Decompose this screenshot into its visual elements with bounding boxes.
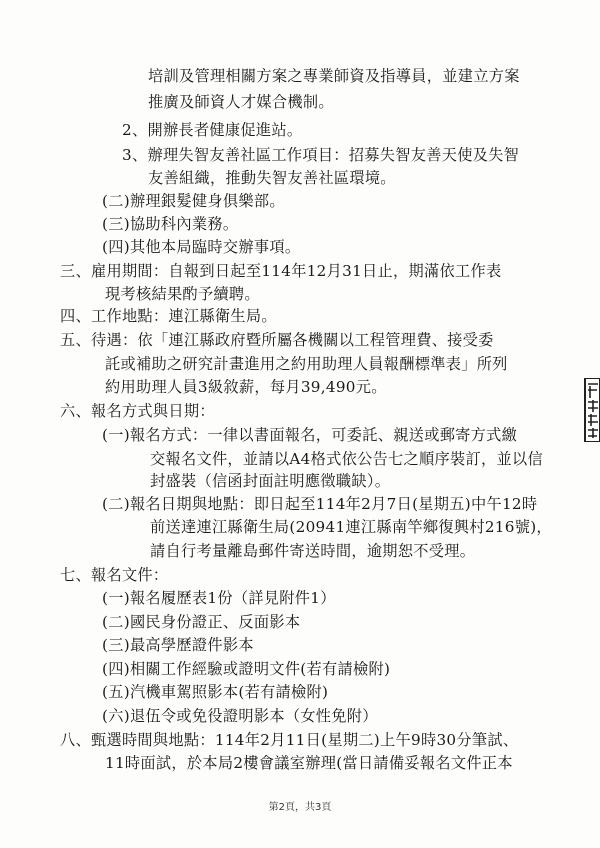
text-line: (二)辦理銀髮健身俱樂部。 (102, 192, 285, 210)
section-heading: 七、報名文件： (60, 566, 169, 584)
text-line: (三)最高學歷證件影本 (102, 636, 254, 654)
seal-stamp-fragment (583, 378, 600, 442)
text-line: 11時面試，於本局2樓會議室辦理(當日請備妥報名文件正本 (105, 754, 513, 772)
text-line: 前送達連江縣衛生局(20941連江縣南竿鄉復興村216號)， (150, 518, 552, 536)
text-line: 交報名文件，並請以A4格式依公告七之順序裝訂，並以信 (150, 450, 543, 468)
text-line: 封盛裝（信函封面註明應徵職缺）。 (150, 472, 391, 490)
text-line: (四)其他本局臨時交辦事項。 (102, 238, 301, 256)
text-line: 培訓及管理相關方案之專業師資及指導員，並建立方案 (148, 67, 520, 85)
section-heading: 六、報名方式與日期： (60, 402, 215, 420)
text-line: 託或補助之研究計畫進用之約用助理人員報酬標準表」所列 (105, 355, 508, 373)
text-line: 約用助理人員3級敘薪，每月39,490元。 (105, 378, 387, 396)
text-line: (四)相關工作經驗或證明文件(若有請檢附) (102, 660, 391, 678)
page-footer: 第2頁，共3頁 (268, 802, 332, 813)
text-line: (一)報名方式：一律以書面報名，可委託、親送或郵寄方式繳 (102, 426, 518, 444)
text-line: 請自行考量離島郵件寄送時間，逾期恕不受理。 (150, 542, 476, 560)
text-line: 2、開辦長者健康促進站。 (122, 121, 303, 139)
text-line: (三)協助科內業務。 (102, 215, 239, 233)
text-line: (二)報名日期與地點：即日起至114年2月7日(星期五)中午12時 (102, 495, 538, 513)
text-line: (六)退伍令或免役證明影本（女性免附） (102, 707, 378, 725)
section-heading: 四、工作地點：連江縣衛生局。 (60, 307, 277, 325)
text-line: 3、辦理失智友善社區工作項目：招募失智友善天使及失智 (122, 146, 520, 164)
text-line: (五)汽機車駕照影本(若有請檢附) (102, 683, 329, 701)
section-heading: 三、雇用期間：自報到日起至114年12月31日止，期滿依工作表 (60, 262, 502, 280)
text-line: 推廣及師資人才媒合機制。 (148, 93, 334, 111)
text-line: (二)國民身份證正、反面影本 (102, 613, 301, 631)
text-line: (一)報名履歷表1份（詳見附件1） (102, 589, 336, 607)
section-heading: 八、甄選時間與地點：114年2月11日(星期二)上午9時30分筆試、 (60, 731, 519, 749)
text-line: 友善組織，推動失智友善社區環境。 (148, 169, 396, 187)
text-line: 現考核結果酌予續聘。 (105, 285, 260, 303)
section-heading: 五、待遇：依「連江縣政府暨所屬各機關以工程管理費、接受委 (60, 331, 494, 349)
